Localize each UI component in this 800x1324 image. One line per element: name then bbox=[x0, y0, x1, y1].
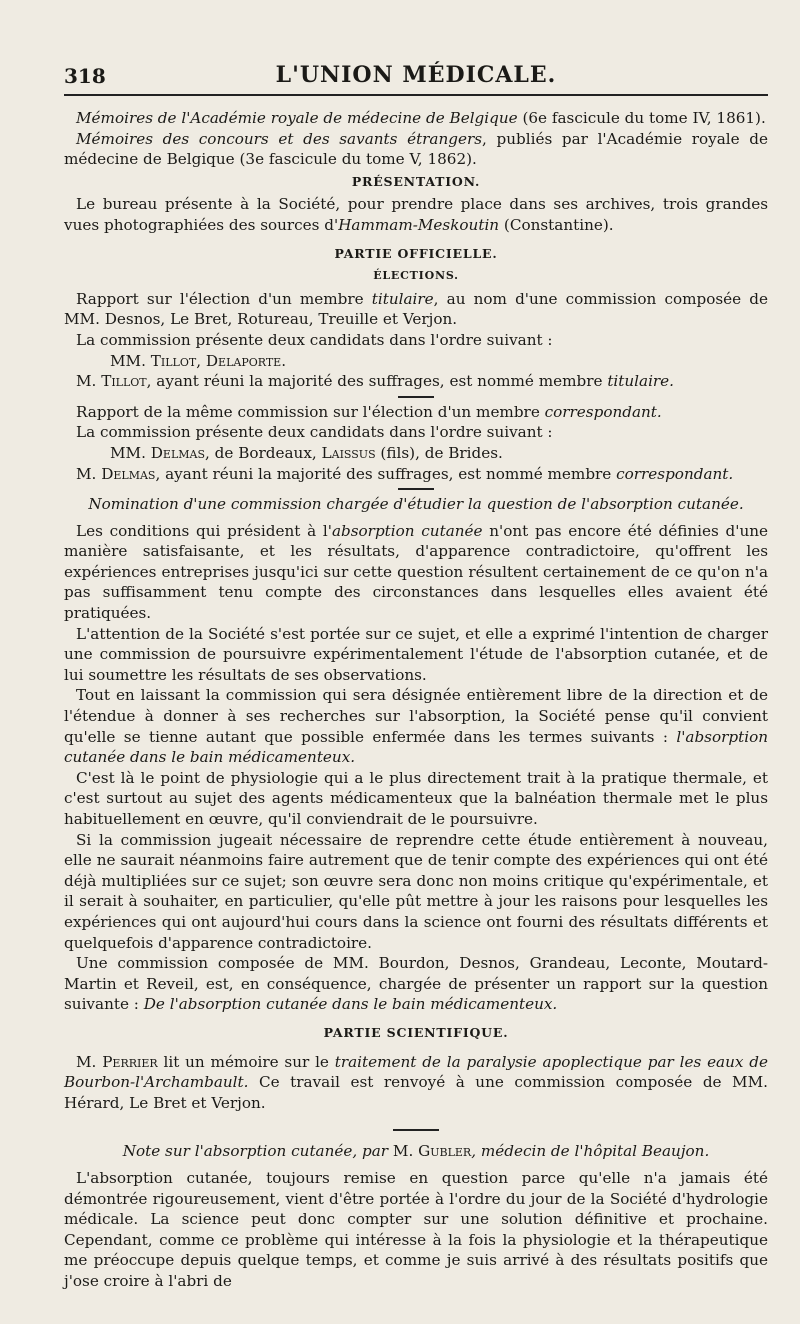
section-divider bbox=[393, 1129, 439, 1131]
partie-officielle-heading: PARTIE OFFICIELLE. bbox=[334, 245, 498, 261]
candidats-correspondant: La commission présente deux candidats dans l'ordre suivant : bbox=[76, 423, 553, 442]
presentation-paragraph: Le bureau présente à la Société, pour prendre place dans ses archives, trois grandes vues photographiées des sources d'Hammam-Meskoutin (Constantine). bbox=[64, 195, 768, 234]
page-number: 318 bbox=[64, 64, 106, 88]
presentation-heading: PRÉSENTATION. bbox=[351, 173, 481, 189]
nomination-title: Nomination d'une commission chargée d'étudier la question de l'absorption cutanée. bbox=[88, 495, 744, 514]
article-body bbox=[64, 108, 768, 1291]
note-title: Note sur l'absorption cutanée, par M. Gubler, médecin de l'hôpital Beaujon. bbox=[122, 1142, 710, 1161]
perrier-paragraph: M. Perrier lit un mémoire sur le traitement de la paralysie apoplectique par les eaux de Bourbon-l'Archambault. Ce travail est renvoyé à une commission composée de MM. Hérard, Le Bret et Verjon. bbox=[64, 1052, 768, 1112]
section-divider bbox=[398, 396, 434, 398]
rapport-correspondant: Rapport de la même commission sur l'élection d'un membre correspondant. bbox=[76, 402, 662, 421]
nomination-paragraph-4: C'est là le point de physiologie qui a le plus directement trait à la pratique thermale, et c'est surtout au sujet des agents médicamenteux que la balnéation thermale met le plus habituellement en œuvre, qu'il conviendrait de le poursuivre. bbox=[64, 768, 768, 828]
partie-scientifique-heading: PARTIE SCIENTIFIQUE. bbox=[323, 1024, 509, 1040]
names-correspondant: MM. Delmas, de Bordeaux, Laissus (fils), de Brides. bbox=[110, 443, 503, 462]
nomination-paragraph-6: Une commission composée de MM. Bourdon, Desnos, Grandeau, Leconte, Moutard-Martin et Reveil, est, en conséquence, chargée de présenter un rapport sur la question suivante : De l'absorption cutanée dans le bain médicamenteux. bbox=[64, 954, 768, 1014]
nomination-paragraph-3: Tout en laissant la commission qui sera désignée entièrement libre de la direction et de l'étendue à donner à ses recherches sur l'absorption, la Société pense qu'il convient qu'elle se tienne autant que possible enfermée dans les termes suivants : l'absorption cutanée dans le bain médicamenteux. bbox=[64, 686, 768, 767]
memoires-line-1: Mémoires de l'Académie royale de médecine de Belgique (6e fascicule du tome IV, 1861). bbox=[76, 109, 766, 127]
memoires-line-2: Mémoires des concours et des savants étrangers, publiés par l'Académie royale de médecine de Belgique (3e fascicule du tome V, 1862). bbox=[64, 129, 768, 169]
section-divider bbox=[398, 488, 434, 490]
result-titulaire: M. Tillot, ayant réuni la majorité des suffrages, est nommé membre titulaire. bbox=[76, 372, 675, 391]
nomination-paragraph-1: Les conditions qui président à l'absorption cutanée n'ont pas encore été définies d'une manière satisfaisante, et les résultats, d'apparence contradictoire, qu'offrent les expériences entreprises jusqu'ici sur cette question résultent certainement de ce qu'on n'a pas suffisamment tenu compte des circonstances dans lesquelles elles avaient été pratiquées. bbox=[64, 521, 769, 623]
elections-subheading: ÉLECTIONS. bbox=[373, 269, 459, 283]
note-paragraph-1: L'absorption cutanée, toujours remise en question parce qu'elle n'a jamais été démontrée rigoureusement, vient d'être portée à l'ordre du jour de la Société d'hydrologie médicale. La science peut donc compter sur une solution définitive et prochaine. Cependant, comme ce problème qui intéresse à la fois la physiologie et la thérapeutique me préoccupe depuis quelque temps, et comme je suis arrivé à des résultats positifs que j'ose croire à l'abri de bbox=[64, 1168, 768, 1290]
names-titulaire: MM. Tillot, Delaporte. bbox=[110, 351, 287, 370]
nomination-paragraph-2: L'attention de la Société s'est portée sur ce sujet, et elle a exprimé l'intention de charger une commission de poursuivre expérimentalement l'étude de l'absorption cutanée, et de lui soumettre les résultats de ses observations. bbox=[64, 624, 768, 684]
nomination-paragraph-5: Si la commission jugeait nécessaire de reprendre cette étude entièrement à nouveau, elle ne saurait néanmoins faire autrement que de tenir compte des expériences qui ont été déjà multipliées sur ce sujet; son œuvre sera donc non moins critique qu'expérimentale, et il serait à souhaiter, en particulier, qu'elle pût mettre à jour les raisons pour lesquelles les expériences qui ont aujourd'hui cours dans la science ont fourni des résultats différents et quelquefois d'apparence contradictoire. bbox=[64, 830, 768, 952]
journal-title: L'UNION MÉDICALE. bbox=[275, 62, 557, 88]
candidats-titulaire: La commission présente deux candidats dans l'ordre suivant : bbox=[76, 330, 553, 349]
rapport-titulaire: Rapport sur l'élection d'un membre titulaire, au nom d'une commission composée de MM. Desnos, Le Bret, Rotureau, Treuille et Verjon. bbox=[64, 289, 769, 329]
running-header bbox=[64, 60, 768, 96]
result-correspondant: M. Delmas, ayant réuni la majorité des suffrages, est nommé membre correspondant. bbox=[76, 464, 734, 483]
